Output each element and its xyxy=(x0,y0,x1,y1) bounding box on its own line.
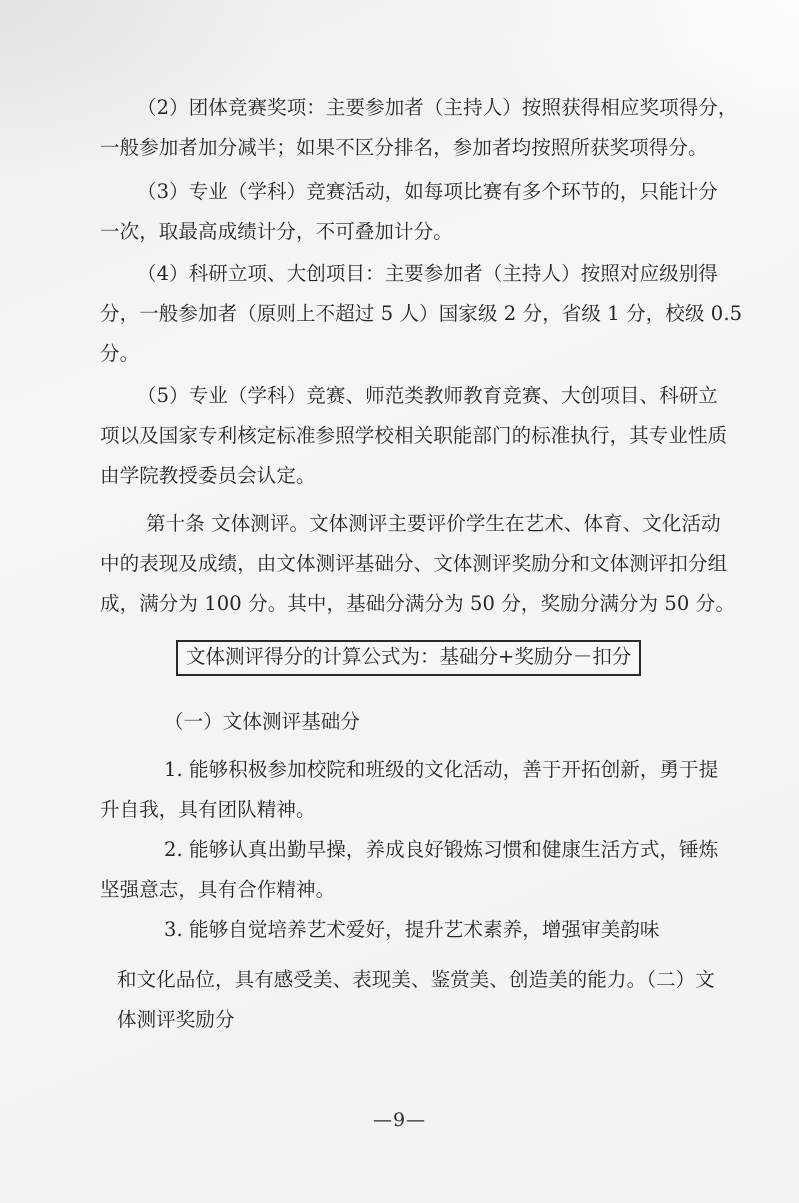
text-line: （3）专业（学科）竞赛活动，如每项比赛有多个环节的，只能计分 xyxy=(137,180,718,203)
text-line: 体测评奖励分 xyxy=(117,1008,235,1031)
text-line: 3. 能够自觉培养艺术爱好，提升艺术素养，增强审美韵味 xyxy=(164,918,660,941)
text-line: 分。 xyxy=(100,342,140,365)
text-line: 2. 能够认真出勤早操，养成良好锻炼习惯和健康生活方式，锤炼 xyxy=(164,838,719,861)
page-number: —9— xyxy=(372,1109,427,1131)
text-line: 和文化品位，具有感受美、表现美、鉴赏美、创造美的能力。（二）文 xyxy=(117,968,715,991)
document-body xyxy=(100,88,743,1040)
text-line: 项以及国家专利核定标准参照学校相关职能部门的标准执行，其专业性质 xyxy=(100,424,728,447)
text-line: 成，满分为 100 分。其中，基础分满分为 50 分，奖励分满分为 50 分。 xyxy=(100,592,735,615)
text-line: 坚强意志，具有合作精神。 xyxy=(100,878,336,901)
text-line: （5）专业（学科）竞赛、师范类教师教育竞赛、大创项目、科研立 xyxy=(137,384,718,407)
text-line: 一次，取最高成绩计分，不可叠加计分。 xyxy=(100,220,453,243)
text-line: 中的表现及成绩，由文体测评基础分、文体测评奖励分和文体测评扣分组 xyxy=(100,552,728,575)
text-line: （4）科研立项、大创项目：主要参加者（主持人）按照对应级别得 xyxy=(137,262,718,285)
text-line: 由学院教授委员会认定。 xyxy=(100,464,316,487)
text-line: 分，一般参加者（原则上不超过 5 人）国家级 2 分，省级 1 分，校级 0.5 xyxy=(100,302,743,325)
text-line: 升自我，具有团队精神。 xyxy=(100,798,316,821)
text-line: 1. 能够积极参加校院和班级的文化活动，善于开拓创新，勇于提 xyxy=(164,758,719,781)
text-line-article-10: 第十条 文体测评。文体测评主要评价学生在艺术、体育、文化活动 xyxy=(146,512,721,535)
text-line-subheading: （一）文体测评基础分 xyxy=(164,710,361,733)
text-line: （2）团体竞赛奖项：主要参加者（主持人）按照获得相应奖项得分， xyxy=(137,96,738,119)
formula-box: 文体测评得分的计算公式为：基础分+奖励分－扣分 xyxy=(176,640,641,676)
text-line: 一般参加者加分减半；如果不区分排名，参加者均按照所获奖项得分。 xyxy=(100,136,708,159)
